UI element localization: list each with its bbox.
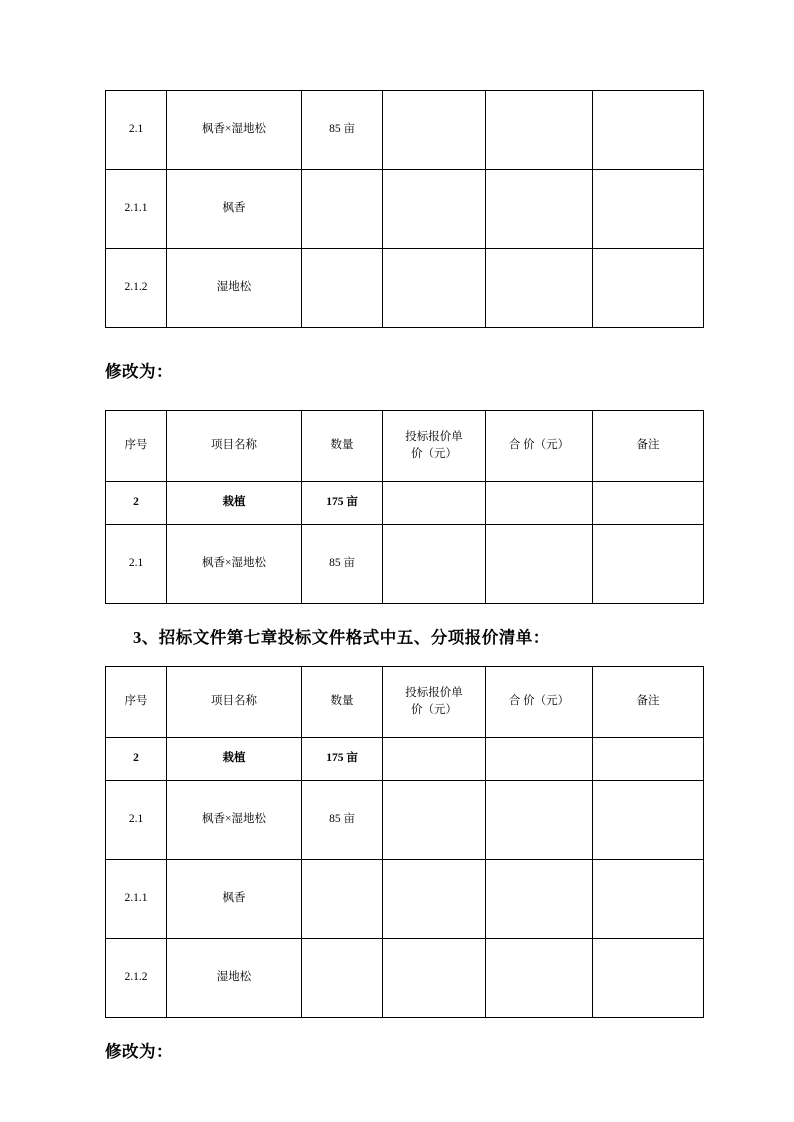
header-total: 合 价（元） (486, 667, 593, 738)
revise-label-2: 修改为： (105, 1042, 173, 1061)
cell-unit-price (383, 860, 486, 939)
table-row (106, 860, 704, 939)
cell-unit-price (383, 939, 486, 1018)
cell-qty: 175 亩 (302, 738, 383, 781)
table-row (106, 781, 704, 860)
table-row (106, 170, 704, 249)
cell-name: 枫香 (167, 860, 302, 939)
header-total: 合 价（元） (486, 411, 593, 482)
cell-note (593, 482, 704, 525)
header-unit-price-line2: 价（元） (411, 448, 457, 460)
cell-no: 2.1.2 (106, 939, 167, 1018)
cell-note (593, 860, 704, 939)
cell-note (593, 249, 704, 328)
cell-total (486, 249, 593, 328)
cell-qty: 85 亩 (302, 525, 383, 604)
table-row (106, 91, 704, 170)
table-section-three (105, 666, 704, 1018)
table-row (106, 249, 704, 328)
cell-no: 2 (106, 482, 167, 525)
table-header-row (106, 667, 704, 738)
cell-unit-price (383, 525, 486, 604)
section-heading-3: 3、招标文件第七章投标文件格式中五、分项报价清单： (133, 628, 550, 647)
cell-total (486, 939, 593, 1018)
table-header-row (106, 411, 704, 482)
table-row (106, 939, 704, 1018)
cell-no: 2.1 (106, 91, 167, 170)
cell-total (486, 91, 593, 170)
cell-note (593, 170, 704, 249)
header-unit-price-line2: 价（元） (411, 704, 457, 716)
header-no: 序号 (106, 411, 167, 482)
cell-name: 湿地松 (167, 249, 302, 328)
header-unit-price-line1: 投标报价单 (405, 430, 463, 443)
table-row (106, 525, 704, 604)
cell-qty (302, 860, 383, 939)
header-note: 备注 (593, 667, 704, 738)
cell-total (486, 482, 593, 525)
header-unit-price-line1: 投标报价单 (405, 686, 463, 699)
table-body (106, 667, 704, 1018)
header-name: 项目名称 (167, 667, 302, 738)
cell-note (593, 939, 704, 1018)
revise-label-1: 修改为： (105, 362, 173, 381)
cell-qty: 175 亩 (302, 482, 383, 525)
cell-unit-price (383, 781, 486, 860)
header-unit-price (383, 667, 486, 738)
cell-total (486, 860, 593, 939)
table-row (106, 482, 704, 525)
cell-no: 2.1 (106, 781, 167, 860)
table-body (106, 411, 704, 604)
spacer (105, 604, 689, 624)
cell-unit-price (383, 738, 486, 781)
table-revised-first (105, 410, 704, 604)
cell-name: 枫香 (167, 170, 302, 249)
cell-qty: 85 亩 (302, 781, 383, 860)
spacer (105, 328, 689, 358)
cell-qty (302, 939, 383, 1018)
cell-name: 栽植 (167, 738, 302, 781)
cell-total (486, 738, 593, 781)
header-qty: 数量 (302, 667, 383, 738)
cell-qty: 85 亩 (302, 91, 383, 170)
spacer (105, 1018, 689, 1038)
cell-unit-price (383, 91, 486, 170)
cell-total (486, 781, 593, 860)
cell-no: 2.1 (106, 525, 167, 604)
cell-no: 2.1.1 (106, 860, 167, 939)
cell-note (593, 91, 704, 170)
cell-name: 枫香×湿地松 (167, 525, 302, 604)
cell-name: 枫香×湿地松 (167, 91, 302, 170)
cell-unit-price (383, 170, 486, 249)
header-note: 备注 (593, 411, 704, 482)
cell-qty (302, 249, 383, 328)
cell-unit-price (383, 482, 486, 525)
spacer (105, 648, 689, 666)
header-unit-price (383, 411, 486, 482)
cell-name: 湿地松 (167, 939, 302, 1018)
cell-note (593, 738, 704, 781)
header-name: 项目名称 (167, 411, 302, 482)
header-qty: 数量 (302, 411, 383, 482)
cell-note (593, 781, 704, 860)
cell-total (486, 170, 593, 249)
cell-no: 2.1.2 (106, 249, 167, 328)
cell-total (486, 525, 593, 604)
cell-no: 2 (106, 738, 167, 781)
table-top-fragment (105, 90, 704, 328)
cell-qty (302, 170, 383, 249)
cell-name: 枫香×湿地松 (167, 781, 302, 860)
header-no: 序号 (106, 667, 167, 738)
cell-note (593, 525, 704, 604)
spacer (105, 382, 689, 410)
cell-name: 栽植 (167, 482, 302, 525)
table-row (106, 738, 704, 781)
cell-unit-price (383, 249, 486, 328)
cell-no: 2.1.1 (106, 170, 167, 249)
table-body (106, 91, 704, 328)
